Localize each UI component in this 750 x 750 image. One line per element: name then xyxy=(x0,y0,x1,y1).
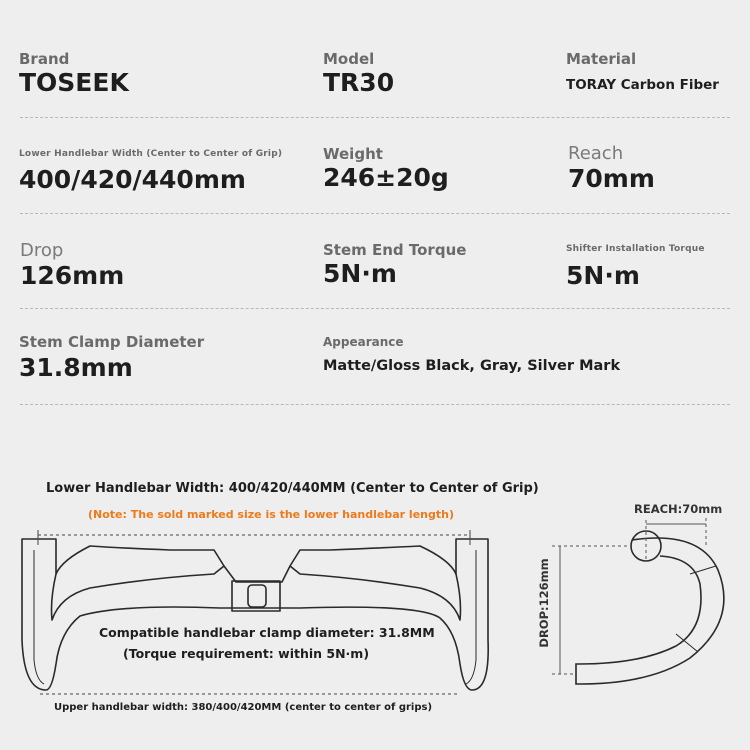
appearance-label: Appearance xyxy=(323,335,404,349)
model-value: TR30 xyxy=(323,68,395,97)
drop-value: 126mm xyxy=(20,261,125,290)
model-label: Model xyxy=(323,50,375,68)
stem-end-torque-value: 5N·m xyxy=(323,259,397,288)
note-caption: (Note: The sold marked size is the lower handlebar length) xyxy=(88,508,454,521)
brand-label: Brand xyxy=(19,50,70,68)
stem-clamp-label: Stem Clamp Diameter xyxy=(19,333,205,351)
side-bar-end xyxy=(576,664,580,684)
shifter-torque-label: Shifter Installation Torque xyxy=(566,244,705,254)
shifter-torque-value: 5N·m xyxy=(566,261,640,290)
reach-dimension-label: REACH:70mm xyxy=(634,502,723,516)
lower-width-value: 400/420/440mm xyxy=(19,165,246,194)
appearance-value: Matte/Gloss Black, Gray, Silver Mark xyxy=(323,358,621,374)
reach-value: 70mm xyxy=(568,164,655,193)
brand-value: TOSEEK xyxy=(19,68,129,97)
lower-width-caption: Lower Handlebar Width: 400/420/440MM (Center to Center of Grip) xyxy=(46,481,539,496)
drop-label: Drop xyxy=(20,240,64,261)
weight-value: 246±20g xyxy=(323,163,449,192)
upper-width-caption: Upper handlebar width: 380/400/420MM (center to center of grips) xyxy=(54,702,433,713)
lower-width-label: Lower Handlebar Width (Center to Center of Grip) xyxy=(19,149,283,159)
side-inner-curve xyxy=(580,556,701,664)
stem-end-torque-label: Stem End Torque xyxy=(323,241,467,259)
reach-label: Reach xyxy=(568,143,624,164)
drop-dimension-label: DROP:126mm xyxy=(537,558,551,648)
weight-label: Weight xyxy=(323,145,383,163)
stem-clamp-value: 31.8mm xyxy=(19,353,133,382)
material-value: TORAY Carbon Fiber xyxy=(566,77,719,93)
clamp-caption: Compatible handlebar clamp diameter: 31.8MM xyxy=(99,625,435,640)
torque-caption: (Torque requirement: within 5N·m) xyxy=(123,646,370,661)
material-label: Material xyxy=(566,50,637,68)
